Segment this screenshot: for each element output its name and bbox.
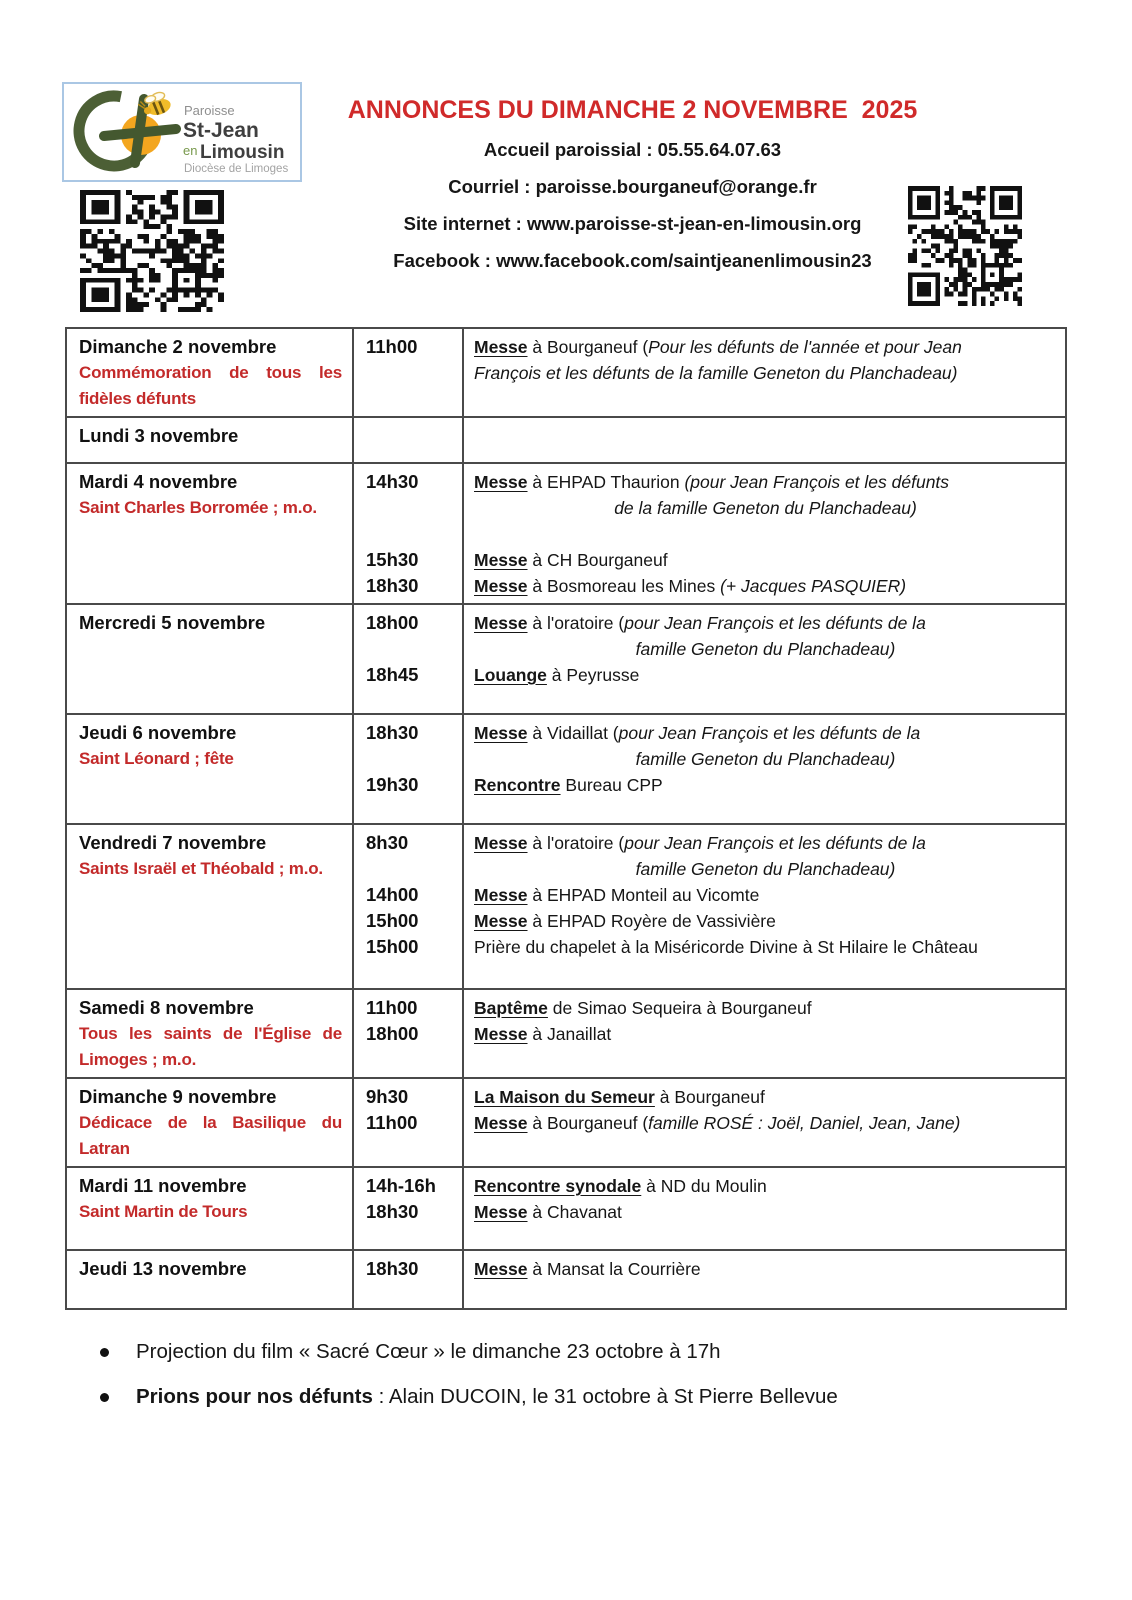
date-label: Mardi 4 novembre — [79, 471, 238, 492]
event-cell — [462, 610, 1065, 662]
date-label: Dimanche 9 novembre — [79, 1086, 277, 1107]
text-segment: à Vidaillat ( — [527, 723, 619, 743]
schedule-row-9 — [67, 1168, 1065, 1251]
column-divider — [352, 329, 354, 416]
schedule-entry — [352, 573, 1065, 599]
event-line — [474, 1199, 1057, 1225]
text-segment: Messe — [474, 472, 528, 492]
date-cell — [67, 990, 352, 1077]
text-segment: à Mansat la Courrière — [527, 1259, 701, 1279]
date-label: Vendredi 7 novembre — [79, 832, 267, 853]
time-cell: 18h30 — [366, 1258, 419, 1279]
text-segment: à l'oratoire ( — [527, 833, 625, 853]
header — [310, 96, 955, 272]
schedule-row-10 — [67, 1251, 1065, 1308]
text-segment: à Peyrusse — [546, 665, 640, 685]
schedule-table — [65, 327, 1067, 1310]
column-divider — [352, 1251, 354, 1308]
time-cell: 9h30 — [366, 1086, 409, 1107]
event-line — [474, 908, 1057, 934]
event-line — [474, 1021, 1057, 1047]
text-segment: à Bourganeuf — [654, 1087, 765, 1107]
text-segment: Rencontre synodale — [474, 1176, 642, 1196]
text-segment: Louange — [474, 665, 547, 685]
schedule-row-5 — [67, 715, 1065, 825]
column-divider — [462, 418, 464, 462]
text-segment: de la famille Geneton du Planchadeau) — [614, 498, 917, 518]
event-line — [474, 662, 1057, 688]
text-segment: Pour les défunts de l'année et pour Jean — [648, 337, 962, 357]
event-cell — [462, 662, 1065, 688]
entries — [352, 418, 1065, 462]
event-line — [474, 1256, 1057, 1282]
event-cell — [462, 882, 1065, 908]
parish-logo — [62, 82, 302, 182]
event-line — [474, 547, 1057, 573]
text-segment: Messe — [474, 911, 528, 931]
column-divider — [352, 825, 354, 988]
schedule-entry — [352, 469, 1065, 547]
schedule-entry — [352, 1256, 1065, 1282]
bullet-text — [136, 1383, 838, 1411]
column-divider — [352, 715, 354, 823]
text-segment: Messe — [474, 337, 528, 357]
date-cell — [67, 329, 352, 416]
text-segment: à Bosmoreau les Mines — [527, 576, 721, 596]
event-line — [474, 495, 1057, 521]
time-cell: 15h00 — [366, 910, 419, 931]
text-segment: pour Jean François et les défunts de la — [624, 613, 926, 633]
schedule-row-4 — [67, 605, 1065, 715]
time-cell: 19h30 — [366, 774, 419, 795]
event-cell — [462, 573, 1065, 599]
schedule-row-7 — [67, 990, 1065, 1079]
time-cell: 15h30 — [366, 549, 419, 570]
schedule-entry — [352, 908, 1065, 934]
text-segment: à Chavanat — [527, 1202, 622, 1222]
event-line — [474, 636, 1057, 662]
text-segment: pour Jean François et les défunts de la — [618, 723, 921, 743]
event-cell — [462, 908, 1065, 934]
column-divider — [352, 418, 354, 462]
parish-logo-icon — [64, 84, 300, 180]
text-segment: François et les défunts de la famille Geneton du Planchadeau) — [474, 363, 958, 383]
event-line — [474, 934, 1057, 960]
logo-name-label: St-Jean — [183, 119, 259, 142]
schedule-entry — [352, 662, 1065, 688]
schedule-entry — [352, 1084, 1065, 1110]
schedule-entry — [352, 720, 1065, 772]
event-cell — [462, 547, 1065, 573]
feast-label: Saints Israël et Théobald ; m.o. — [79, 859, 323, 878]
date-cell — [67, 825, 352, 988]
date-label: Jeudi 13 novembre — [79, 1258, 247, 1279]
text-segment: Messe — [474, 885, 528, 905]
text-segment: Prions pour nos défunts — [136, 1385, 373, 1408]
footer-bullet-1 — [100, 1338, 1060, 1366]
time-cell: 18h00 — [366, 612, 419, 633]
schedule-row-6 — [67, 825, 1065, 990]
text-segment: à ND du Moulin — [641, 1176, 767, 1196]
schedule-entry — [352, 547, 1065, 573]
contact-email: Courriel : paroisse.bourganeuf@orange.fr — [448, 176, 817, 197]
event-line — [474, 720, 1057, 746]
time-cell: 14h-16h — [366, 1175, 436, 1196]
text-segment: pour Jean François et les défunts de la — [624, 833, 926, 853]
event-line — [474, 1173, 1057, 1199]
event-line — [474, 830, 1057, 856]
feast-label: Saint Martin de Tours — [79, 1202, 248, 1221]
feast-label: Tous les saints de l'Église de Limoges ; m.o. — [79, 1024, 342, 1069]
event-line — [474, 573, 1057, 599]
text-segment: à Bourganeuf ( — [527, 1113, 649, 1133]
entries — [352, 1079, 1065, 1166]
event-line — [474, 334, 1057, 360]
event-cell — [462, 1021, 1065, 1047]
contact-facebook: Facebook : www.facebook.com/saintjeanenlimousin23 — [393, 250, 872, 271]
column-divider — [352, 1168, 354, 1249]
date-label: Mardi 11 novembre — [79, 1175, 247, 1196]
text-segment: : Alain DUCOIN, le 31 octobre à St Pierre Bellevue — [372, 1385, 838, 1408]
event-cell — [462, 1173, 1065, 1199]
date-label: Dimanche 2 novembre — [79, 336, 277, 357]
event-cell — [462, 1110, 1065, 1136]
schedule-entry — [352, 1110, 1065, 1136]
event-cell — [462, 720, 1065, 772]
text-segment: Messe — [474, 576, 528, 596]
entries — [352, 464, 1065, 603]
schedule-row-2 — [67, 418, 1065, 464]
event-cell — [462, 1256, 1065, 1282]
column-divider — [462, 1168, 464, 1249]
text-segment: Messe — [474, 723, 528, 743]
text-segment: à CH Bourganeuf — [527, 550, 668, 570]
event-line — [474, 995, 1057, 1021]
entries — [352, 715, 1065, 823]
event-line — [474, 1084, 1057, 1110]
schedule-entry — [352, 1173, 1065, 1199]
logo-en-label: en — [183, 143, 198, 158]
text-segment: Messe — [474, 613, 528, 633]
event-cell — [462, 995, 1065, 1021]
entries — [352, 605, 1065, 713]
text-segment: famille Geneton du Planchadeau) — [635, 639, 896, 659]
time-cell: 18h45 — [366, 664, 419, 685]
time-cell: 18h30 — [366, 575, 419, 596]
schedule-row-8 — [67, 1079, 1065, 1168]
time-cell: 11h00 — [366, 336, 418, 357]
text-segment: Messe — [474, 833, 528, 853]
column-divider — [462, 1251, 464, 1308]
entries — [352, 825, 1065, 988]
text-segment: famille Geneton du Planchadeau) — [635, 859, 896, 879]
time-cell: 11h00 — [366, 997, 418, 1018]
qr-code-right — [908, 186, 1022, 306]
text-segment: à Janaillat — [527, 1024, 612, 1044]
bullet-icon — [100, 1348, 109, 1357]
text-segment: à EHPAD Royère de Vassivière — [527, 911, 776, 931]
text-segment: Messe — [474, 1202, 528, 1222]
date-label: Mercredi 5 novembre — [79, 612, 266, 633]
event-cell — [462, 830, 1065, 882]
event-line — [474, 772, 1057, 798]
text-segment: Messe — [474, 1113, 528, 1133]
column-divider — [352, 990, 354, 1077]
text-segment: Projection du film « Sacré Cœur » le dimanche 23 octobre à 17h — [136, 1340, 721, 1363]
entries — [352, 329, 1065, 416]
date-label: Jeudi 6 novembre — [79, 722, 237, 743]
time-cell: 15h00 — [366, 936, 419, 957]
event-cell — [462, 469, 1065, 547]
text-segment: famille ROSÉ : Joël, Daniel, Jean, Jane) — [648, 1113, 961, 1133]
event-line — [474, 521, 1057, 547]
text-segment: Bureau CPP — [560, 775, 663, 795]
event-cell — [462, 334, 1065, 386]
column-divider — [352, 605, 354, 713]
schedule-entry — [352, 882, 1065, 908]
logo-region-label: Limousin — [200, 142, 285, 163]
event-line — [474, 469, 1057, 495]
column-divider — [462, 825, 464, 988]
text-segment: Baptême — [474, 998, 548, 1018]
text-segment: Messe — [474, 550, 528, 570]
schedule-entry — [352, 995, 1065, 1021]
event-line — [474, 360, 1057, 386]
time-cell: 11h00 — [366, 1112, 418, 1133]
date-label: Samedi 8 novembre — [79, 997, 254, 1018]
schedule-entry — [352, 934, 1065, 960]
feast-label: Commémoration de tous les fidèles défunts — [79, 363, 342, 408]
schedule-entry — [352, 1021, 1065, 1047]
column-divider — [462, 605, 464, 713]
schedule-entry — [352, 830, 1065, 882]
time-cell: 18h30 — [366, 722, 419, 743]
event-line — [474, 882, 1057, 908]
schedule-entry — [352, 1199, 1065, 1225]
schedule-entry — [352, 772, 1065, 798]
date-cell — [67, 1168, 352, 1249]
contact-phone: Accueil paroissial : 05.55.64.07.63 — [483, 139, 782, 160]
column-divider — [462, 1079, 464, 1166]
date-cell — [67, 605, 352, 713]
schedule-entry — [352, 610, 1065, 662]
feast-label: Saint Léonard ; fête — [79, 749, 234, 768]
feast-label: Saint Charles Borromée ; m.o. — [79, 498, 317, 517]
column-divider — [352, 464, 354, 603]
time-cell: 14h30 — [366, 471, 419, 492]
column-divider — [462, 464, 464, 603]
bullet-icon — [100, 1393, 109, 1402]
time-cell: 14h00 — [366, 884, 419, 905]
text-segment: à Bourganeuf ( — [527, 337, 649, 357]
time-cell: 18h00 — [366, 1023, 419, 1044]
column-divider — [462, 329, 464, 416]
date-cell — [67, 715, 352, 823]
event-line — [474, 856, 1057, 882]
entries — [352, 1251, 1065, 1308]
footer-bullet-2 — [100, 1383, 1060, 1411]
text-segment: Rencontre — [474, 775, 561, 795]
date-cell — [67, 418, 352, 462]
footer-bullets — [100, 1338, 1060, 1428]
entries — [352, 990, 1065, 1077]
text-segment: Messe — [474, 1024, 528, 1044]
column-divider — [352, 1079, 354, 1166]
column-divider — [462, 990, 464, 1077]
schedule-row-3 — [67, 464, 1065, 605]
time-cell: 18h30 — [366, 1201, 419, 1222]
logo-paroisse-label: Paroisse — [184, 103, 235, 118]
text-segment: (pour Jean François et les défunts — [684, 472, 950, 492]
contact-website: Site internet : www.paroisse-st-jean-en-limousin.org — [403, 213, 862, 234]
text-segment: de Simao Sequeira à Bourganeuf — [547, 998, 812, 1018]
column-divider — [462, 715, 464, 823]
logo-diocese-label: Diocèse de Limoges — [184, 163, 289, 175]
date-cell — [67, 1079, 352, 1166]
date-cell — [67, 1251, 352, 1308]
event-cell — [462, 772, 1065, 798]
text-segment: à EHPAD Thaurion — [527, 472, 685, 492]
date-cell — [67, 464, 352, 603]
time-cell: 8h30 — [366, 832, 409, 853]
event-cell — [462, 1199, 1065, 1225]
text-segment: famille Geneton du Planchadeau) — [635, 749, 896, 769]
page-title: ANNONCES DU DIMANCHE 2 NOVEMBRE 2025 — [347, 96, 918, 124]
text-segment: à l'oratoire ( — [527, 613, 625, 633]
event-line — [474, 746, 1057, 772]
schedule-row-1 — [67, 329, 1065, 418]
event-line — [474, 610, 1057, 636]
event-line — [474, 1110, 1057, 1136]
bullet-text — [136, 1338, 721, 1366]
text-segment: Messe — [474, 1259, 528, 1279]
date-label: Lundi 3 novembre — [79, 425, 239, 446]
feast-label: Dédicace de la Basilique du Latran — [79, 1113, 342, 1158]
text-segment: à EHPAD Monteil au Vicomte — [527, 885, 760, 905]
text-segment: La Maison du Semeur — [474, 1087, 655, 1107]
entries — [352, 1168, 1065, 1249]
schedule-entry — [352, 334, 1065, 386]
text-segment: (+ Jacques PASQUIER) — [720, 576, 907, 596]
qr-code-left — [80, 190, 224, 312]
text-segment: Prière du chapelet à la Miséricorde Divine à St Hilaire le Château — [474, 937, 978, 957]
event-cell — [462, 934, 1065, 960]
event-cell — [462, 1084, 1065, 1110]
